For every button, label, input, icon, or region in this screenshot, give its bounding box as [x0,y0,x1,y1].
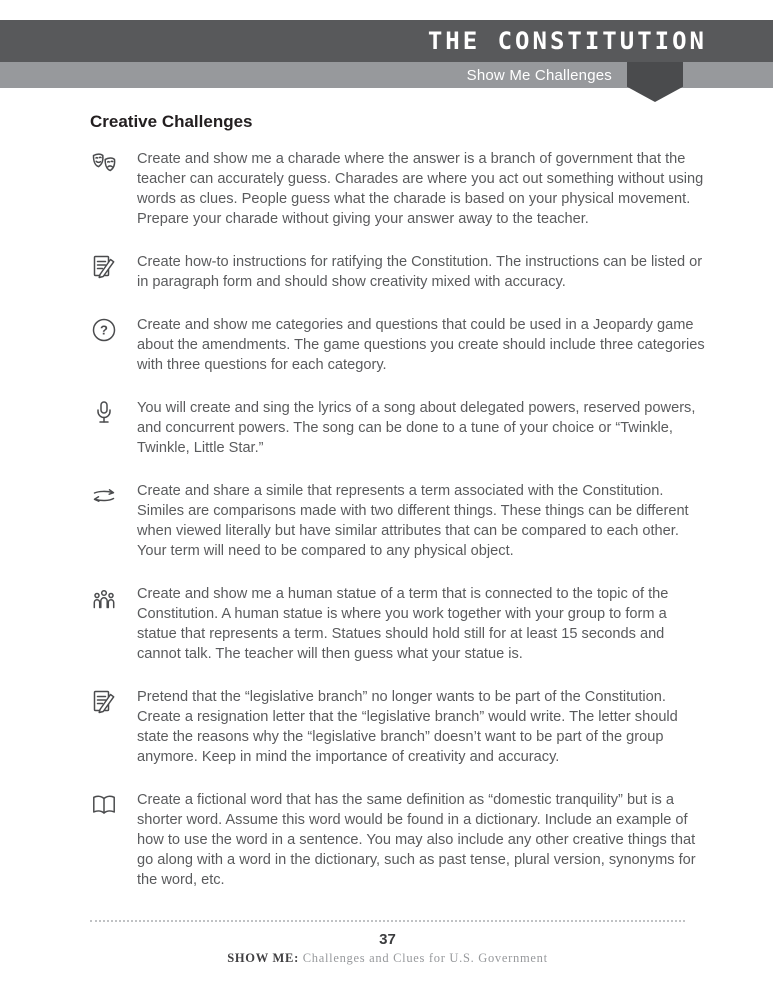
page-number: 37 [379,931,396,948]
challenge-text: Create and share a simile that represents a term associated with the Constitution. Similes are comparisons made with two different things. These things can be different when viewed literally but have similar attributes that can be compared to each other. Your term will need to be compared to any physical object. [137,483,689,559]
ribbon-arrow-icon [627,62,683,102]
dotted-divider [90,920,685,922]
theater-masks-icon [90,149,137,229]
section-title: Creative Challenges [90,112,253,131]
book-title [90,951,685,966]
page-title: THE CONSTITUTION [427,27,707,55]
challenge-text: Create how-to instructions for ratifying the Constitution. The instructions can be listed or in paragraph form and should show creativity mixed with accuracy. [137,254,703,290]
open-book-icon [90,790,137,890]
list-item [90,481,706,561]
svg-text:?: ? [100,322,108,338]
header-band-dark [0,20,773,62]
challenge-text: Create and show me a human statue of a term that is connected to the topic of the Constitution. A human statue is where you work together with your group to form a statue that represents a term. Statues should hold still for at least 15 seconds and cannot talk. The teacher will then guess what your statue is. [137,586,669,662]
note-pencil-icon [90,687,137,767]
note-pencil-icon [90,252,137,292]
challenge-text: Pretend that the “legislative branch” no longer wants to be part of the Constitution. Create a resignation letter that the “legislative branch” would write. The letter should state the reasons why the “legislative branch” doesn’t want to be part of the group anymore. Keep in mind the importance of creativity and accuracy. [137,689,678,765]
question-circle-icon [90,315,137,375]
book-title-label: SHOW ME: [227,951,299,965]
page-footer [90,920,685,966]
book-title-subtext: Challenges and Clues for U.S. Government [298,951,548,965]
list-item [90,584,706,664]
people-group-icon [90,584,137,664]
list-item [90,790,706,890]
list-item [90,315,706,375]
challenge-text: You will create and sing the lyrics of a song about delegated powers, reserved powers, and concurrent powers. The song can be done to a tune of your choice or “Twinkle, Twinkle, Little Star.” [137,400,696,456]
content-area [90,112,706,913]
challenge-text: Create and show me a charade where the answer is a branch of government that the teacher can accurately guess. Charades are where you act out something without using words as clues. People guess what the charade is based on your physical movement. Prepare your charade without giving your answer away to the teacher. [137,151,704,227]
page-subtitle: Show Me Challenges [466,66,612,84]
list-item [90,252,706,292]
list-item [90,149,706,229]
list-item [90,398,706,458]
microphone-icon [90,398,137,458]
list-item [90,687,706,767]
simile-arrows-icon [90,481,137,561]
challenge-text: Create and show me categories and questions that could be used in a Jeopardy game about the amendments. The game questions you create should include three categories with three questions for each category. [137,317,705,373]
challenge-text: Create a fictional word that has the same definition as “domestic tranquility” but is a shorter word. Assume this word would be found in a dictionary. Include an example of how to use the word in a sentence. You may also include any other creative things that go along with a word in the dictionary, such as past tense, plural version, synonyms for the word, etc. [137,792,696,888]
